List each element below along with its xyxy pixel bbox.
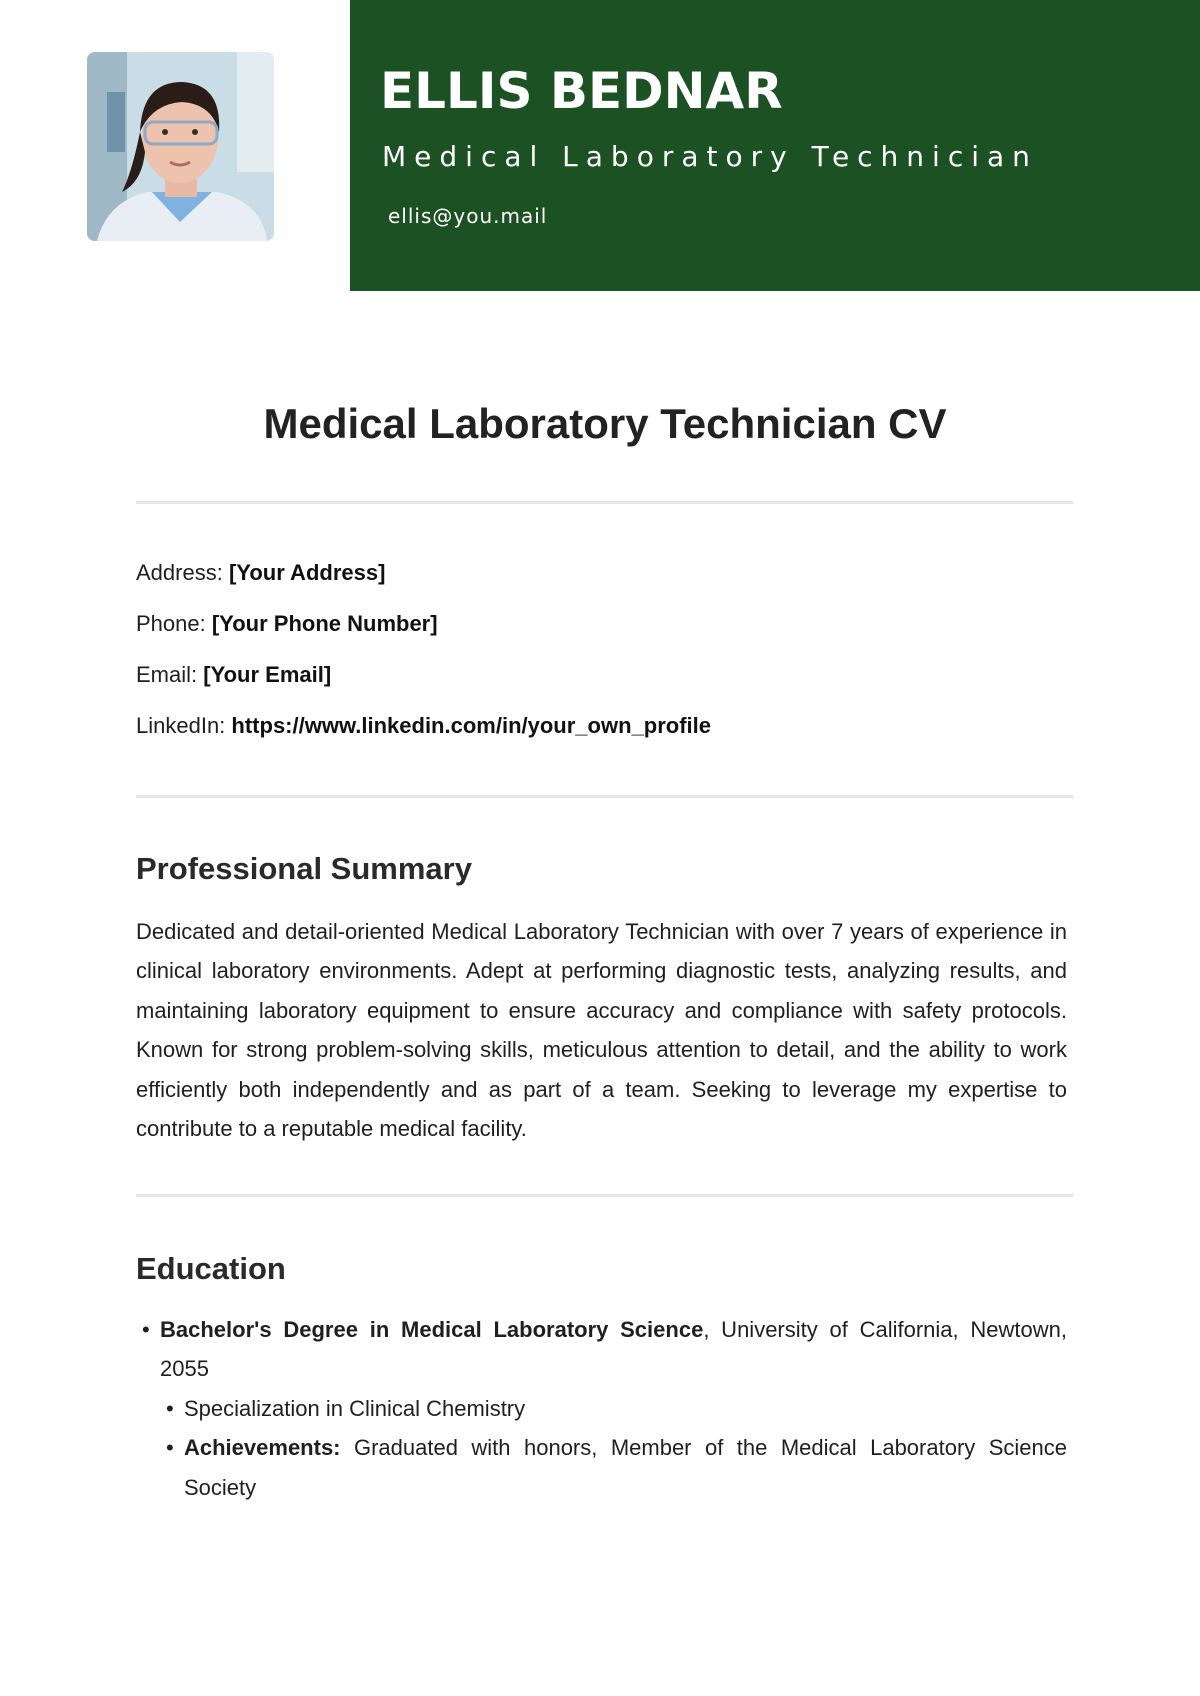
list-item: • Achievements: Graduated with honors, Member of the Medical Laboratory Science Society bbox=[160, 1428, 1067, 1507]
education-list bbox=[136, 1310, 1067, 1507]
divider bbox=[136, 1194, 1073, 1197]
degree: Bachelor's Degree in Medical Laboratory Science bbox=[160, 1317, 704, 1342]
summary-heading: Professional Summary bbox=[136, 851, 472, 886]
profile-photo bbox=[87, 52, 274, 241]
institution: , University of California, Newtown, 2055 bbox=[160, 1317, 1068, 1382]
summary-text: Dedicated and detail-oriented Medical Laboratory Technician with over 7 years of experience in clinical laboratory environments. Adept at performing diagnostic tests, analyzing results, and maintaining laboratory equipment to ensure accuracy and compliance with safety protocols. Known for strong problem-solving skills, meticulous attention to detail, and the ability to work efficiently both independently and as part of a team. Seeking to leverage my expertise to contribute to a reputable medical facility. bbox=[136, 919, 1067, 1142]
page-title: Medical Laboratory Technician CV bbox=[263, 400, 947, 447]
contact-email: Email: [Your Email] bbox=[136, 662, 332, 687]
divider bbox=[136, 795, 1073, 798]
candidate-role: Medical Laboratory Technician bbox=[382, 140, 1038, 173]
education-heading: Education bbox=[136, 1251, 286, 1286]
contact-block bbox=[136, 558, 711, 762]
contact-address: Address: [Your Address] bbox=[136, 560, 386, 585]
education-sublist bbox=[160, 1389, 1067, 1507]
list-item: • Specialization in Clinical Chemistry bbox=[160, 1389, 1067, 1428]
header-email: ellis@you.mail bbox=[388, 204, 548, 228]
contact-phone: Phone: [Your Phone Number] bbox=[136, 611, 438, 636]
candidate-name: ELLIS BEDNAR bbox=[380, 62, 783, 120]
divider bbox=[136, 501, 1073, 504]
contact-linkedin: LinkedIn: https://www.linkedin.com/in/your_own_profile bbox=[136, 713, 711, 738]
list-item bbox=[136, 1310, 1067, 1507]
